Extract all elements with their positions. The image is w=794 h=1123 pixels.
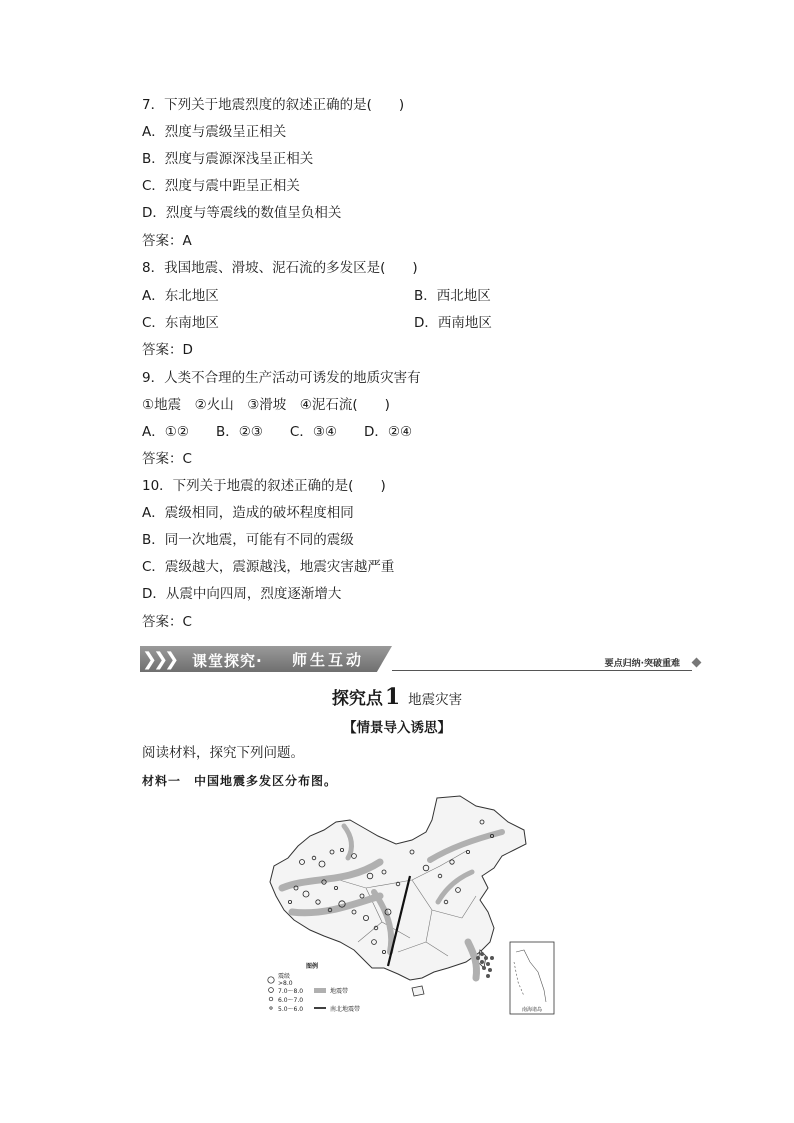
q9-options: A．①② B．②③ C．③④ D．②④ — [142, 424, 413, 440]
legend-mag-2: 7.0～8.0 — [278, 988, 304, 995]
legend-mag-1: >8.0 — [278, 980, 293, 987]
banner-title: 课堂探究· — [192, 652, 263, 670]
legend-mag-3: 6.0～7.0 — [278, 997, 304, 1004]
inset-label: 南海诸岛 — [521, 1007, 543, 1013]
q10-option-d: D．从震中向四周，烈度逐渐增大 — [142, 586, 342, 602]
material-caption: 材料一 中国地震多发区分布图。 — [142, 774, 338, 788]
q8-stem: 8．我国地震、滑坡、泥石流的多发区是( ) — [142, 260, 418, 276]
q7-option-b: B．烈度与震源深浅呈正相关 — [142, 151, 314, 167]
q8-option-a: A．东北地区 — [142, 288, 219, 304]
q10-option-b: B．同一次地震，可能有不同的震级 — [142, 532, 354, 548]
section-subheading: 【情景导入诱思】 — [343, 720, 451, 736]
banner-rule — [392, 670, 692, 671]
china-outline — [270, 796, 526, 980]
banner-title-highlight: 师生互动 — [292, 651, 365, 669]
q7-answer: 答案：A — [142, 233, 192, 249]
q8-option-d: D．西南地区 — [414, 315, 492, 331]
legend-title: 图例 — [306, 963, 319, 970]
q9-answer: 答案：C — [142, 451, 192, 467]
section-prefix: 探究点 — [331, 689, 383, 709]
q8-option-b: B．西北地区 — [414, 288, 491, 304]
legend-magnitude-label: 震级 — [278, 973, 291, 980]
hainan-outline — [412, 986, 424, 996]
legend-mag-4: 5.0～6.0 — [278, 1006, 304, 1013]
q7-option-a: A．烈度与震级呈正相关 — [142, 124, 287, 140]
q9-stem: 9．人类不合理的生产活动可诱发的地质灾害有 — [142, 370, 421, 386]
q7-option-c: C．烈度与震中距呈正相关 — [142, 178, 300, 194]
q8-answer: 答案：D — [142, 342, 193, 358]
section-instruction: 阅读材料，探究下列问题。 — [142, 745, 304, 761]
diamond-icon — [692, 658, 702, 668]
q10-option-c: C．震级越大，震源越浅，地震灾害越严重 — [142, 559, 395, 575]
banner-subtitle: 要点归纳·突破重难 — [604, 659, 680, 669]
section-topic: 地震灾害 — [408, 692, 463, 708]
q9-items: ①地震 ②火山 ③滑坡 ④泥石流( ) — [142, 397, 390, 413]
chevrons-icon: ❯❯❯ — [142, 649, 176, 670]
china-earthquake-map — [262, 792, 562, 1022]
legend-belt: 地震带 — [330, 988, 349, 995]
section-banner — [140, 646, 702, 672]
q8-option-c: C．东南地区 — [142, 315, 219, 331]
q10-option-a: A．震级相同，造成的破坏程度相同 — [142, 505, 354, 521]
section-number: 1 — [384, 684, 401, 710]
legend-ns-belt: 南北地震带 — [330, 1006, 361, 1013]
q10-answer: 答案：C — [142, 614, 192, 630]
q7-stem: 7．下列关于地震烈度的叙述正确的是( ) — [142, 97, 405, 113]
q7-option-d: D．烈度与等震线的数值呈负相关 — [142, 205, 342, 221]
south-china-sea-inset — [510, 942, 554, 1014]
q10-stem: 10．下列关于地震的叙述正确的是( ) — [142, 478, 386, 494]
section-title — [0, 684, 794, 710]
map-legend — [268, 962, 360, 1013]
